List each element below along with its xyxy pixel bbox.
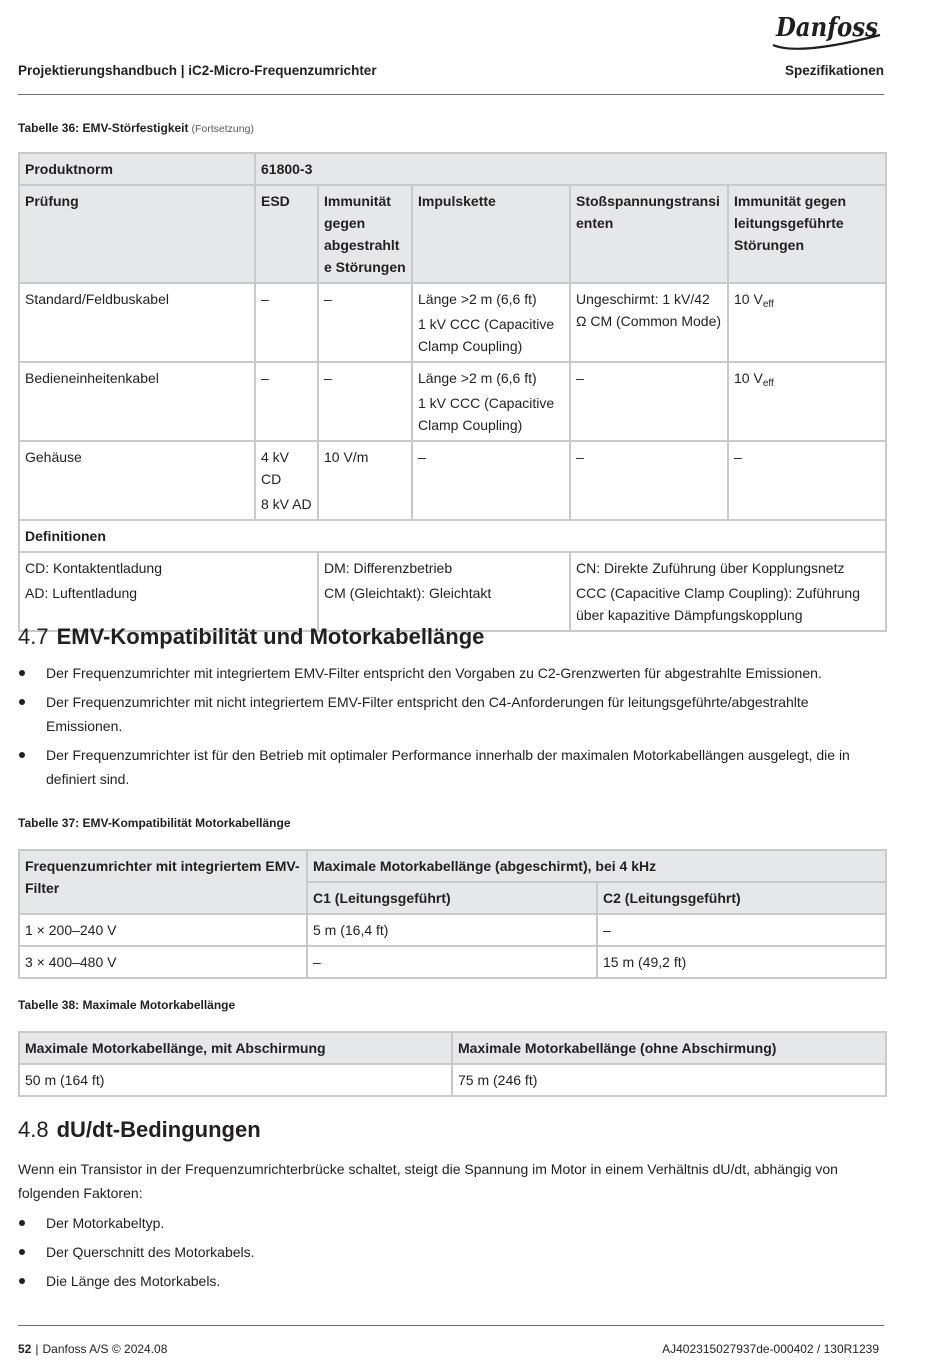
bullet-item: Der Motorkabeltyp. (18, 1211, 885, 1235)
definition-line: CD: Kontaktentladung (25, 560, 162, 576)
bullet-item: Der Querschnitt des Motorkabels. (18, 1240, 885, 1264)
cell-pruefung: Standard/Feldbuskabel (19, 283, 255, 362)
cell-line: Länge >2 m (6,6 ft) (418, 291, 537, 307)
danfoss-logo (770, 8, 884, 52)
cell-abgestrahlt: – (318, 283, 412, 362)
footer-separator: | (35, 1342, 39, 1356)
footer-publisher: Danfoss A/S © 2024.08 (42, 1342, 168, 1356)
table-caption: Tabelle 37: EMV-Kompatibilität Motorkabellänge (18, 816, 291, 830)
body-paragraph: Wenn ein Transistor in der Frequenzumrichterbrücke schaltet, steigt die Spannung im Motor in einem Verhältnis dU/dt, abhängig von folgenden Faktoren: (18, 1161, 838, 1201)
cell-pruefung: Gehäuse (19, 441, 255, 520)
table-row (19, 914, 886, 946)
section-heading (18, 623, 484, 651)
definitions-cell (19, 552, 318, 631)
definitions-cell (318, 552, 570, 631)
cell-abgestrahlt: – (318, 362, 412, 441)
cell-esd (255, 441, 318, 520)
table-row (19, 362, 886, 441)
cell-line: – (418, 449, 426, 465)
unit-subscript: eff (762, 378, 774, 389)
definitions-cell (570, 552, 886, 631)
table-row (19, 1064, 886, 1096)
header-leitung: Immunität gegen leitungsgeführte Störungen (728, 185, 886, 283)
emv-cable-length-table (18, 849, 887, 979)
cell-leitung (728, 362, 886, 441)
header-impulskette: Impulskette (412, 185, 570, 283)
cell-abgestrahlt: 10 V/m (318, 441, 412, 520)
cell-c1: 5 m (16,4 ft) (307, 914, 597, 946)
header-unshielded: Maximale Motorkabellänge (ohne Abschirmung) (452, 1032, 886, 1064)
definition-line: CCC (Capacitive Clamp Coupling): Zuführung über kapazitive Dämpfungskopplung (576, 585, 861, 623)
cell-drive: 1 × 200–240 V (19, 914, 307, 946)
cell-shielded: 50 m (164 ft) (19, 1064, 452, 1096)
definition-line: CN: Direkte Zuführung über Kopplungsnetz (576, 560, 845, 576)
cell-c2: – (597, 914, 886, 946)
table-row (19, 946, 886, 978)
cell-pruefung: Bedieneinheitenkabel (19, 362, 255, 441)
cell-line: 4 kV CD (261, 449, 290, 487)
table-header-row (19, 1032, 886, 1064)
cell-line: 1 kV CCC (Capacitive Clamp Coupling) (418, 316, 555, 354)
document-code: AJ402315027937de-000402 / 130R1239 (662, 1342, 879, 1356)
header-abgestrahlt: Immunität gegen abgestrahlte Störungen (318, 185, 412, 283)
document-title: Projektierungshandbuch | iC2-Micro-Frequenzumrichter (18, 63, 377, 78)
cell-c1: – (307, 946, 597, 978)
footer-divider (18, 1325, 884, 1326)
cell-leitung: – (728, 441, 886, 520)
bullet-item: Der Frequenzumrichter mit integriertem EMV-Filter entspricht den Vorgaben zu C2-Grenzwerten für abgestrahlte Emissionen. (18, 661, 885, 685)
header-max-length-group: Maximale Motorkabellänge (abgeschirmt), bei 4 kHz (307, 850, 886, 882)
definitions-label: Definitionen (19, 520, 886, 552)
bullet-list (18, 661, 885, 796)
logo-text: Danfoss (775, 13, 879, 43)
header-esd: ESD (255, 185, 318, 283)
table-caption (18, 120, 254, 137)
emv-immunity-table (18, 152, 887, 632)
caption-note: (Fortsetzung) (191, 123, 254, 135)
cell-value: 10 V (734, 370, 763, 386)
cell-value: 10 V (734, 291, 763, 307)
footer-left (18, 1341, 167, 1357)
cell-line: Länge >2 m (6,6 ft) (418, 370, 537, 386)
bullet-item: Der Frequenzumrichter mit nicht integriertem EMV-Filter entspricht den C4-Anforderungen für leitungsgeführte/abgestrahlte Emissionen. (18, 690, 885, 738)
cell-c2: 15 m (49,2 ft) (597, 946, 886, 978)
chapter-title: Spezifikationen (784, 63, 884, 78)
product-norm-label: Produktnorm (19, 153, 255, 185)
cell-impulskette (412, 441, 570, 520)
page-number: 52 (18, 1342, 32, 1356)
cell-line: – (261, 291, 269, 307)
max-cable-length-table (18, 1031, 887, 1097)
header-drive: Frequenzumrichter mit integriertem EMV-Filter (19, 850, 307, 914)
caption-text: Tabelle 36: EMV-Störfestigkeit (18, 121, 189, 135)
cell-stoss: – (570, 362, 728, 441)
definition-line: AD: Luftentladung (25, 585, 138, 601)
definition-line: CM (Gleichtakt): Gleichtakt (324, 585, 492, 601)
product-norm-value: 61800-3 (255, 153, 886, 185)
section-title: EMV-Kompatibilität und Motorkabellänge (56, 624, 485, 649)
unit-subscript: eff (762, 299, 774, 310)
header-c1: C1 (Leitungsgeführt) (307, 882, 597, 914)
section-number: 4.8 (18, 1117, 49, 1142)
cell-line: 8 kV AD (261, 496, 312, 512)
cell-stoss: Ungeschirmt: 1 kV/42 Ω CM (Common Mode) (570, 283, 728, 362)
cell-stoss: – (570, 441, 728, 520)
cell-impulskette (412, 362, 570, 441)
header-shielded: Maximale Motorkabellänge, mit Abschirmung (19, 1032, 452, 1064)
section-heading (18, 1116, 261, 1144)
table-caption: Tabelle 38: Maximale Motorkabellänge (18, 998, 236, 1012)
cell-line: – (261, 370, 269, 386)
definition-line: DM: Differenzbetrieb (324, 560, 453, 576)
header-stoss: Stoßspannungstransienten (570, 185, 728, 283)
cell-line: 1 kV CCC (Capacitive Clamp Coupling) (418, 395, 555, 433)
definitions-row (19, 552, 886, 631)
table-header-row (19, 185, 886, 283)
header-c2: C2 (Leitungsgeführt) (597, 882, 886, 914)
cell-unshielded: 75 m (246 ft) (452, 1064, 886, 1096)
section-title: dU/dt-Bedingungen (56, 1117, 261, 1142)
bullet-item: Die Länge des Motorkabels. (18, 1269, 885, 1293)
product-norm-row (19, 153, 886, 185)
cell-drive: 3 × 400–480 V (19, 946, 307, 978)
cell-leitung (728, 283, 886, 362)
table-header-row (19, 850, 886, 882)
section-number: 4.7 (18, 624, 49, 649)
cell-esd (255, 362, 318, 441)
bullet-list (18, 1211, 885, 1298)
table-row (19, 283, 886, 362)
cell-esd (255, 283, 318, 362)
definitions-label-row (19, 520, 886, 552)
table-row (19, 441, 886, 520)
header-pruefung: Prüfung (19, 185, 255, 283)
cell-impulskette (412, 283, 570, 362)
header-divider (18, 94, 884, 95)
bullet-item: Der Frequenzumrichter ist für den Betrieb mit optimaler Performance innerhalb der maximalen Motorkabellängen ausgelegt, die in definiert sind. (18, 743, 885, 791)
